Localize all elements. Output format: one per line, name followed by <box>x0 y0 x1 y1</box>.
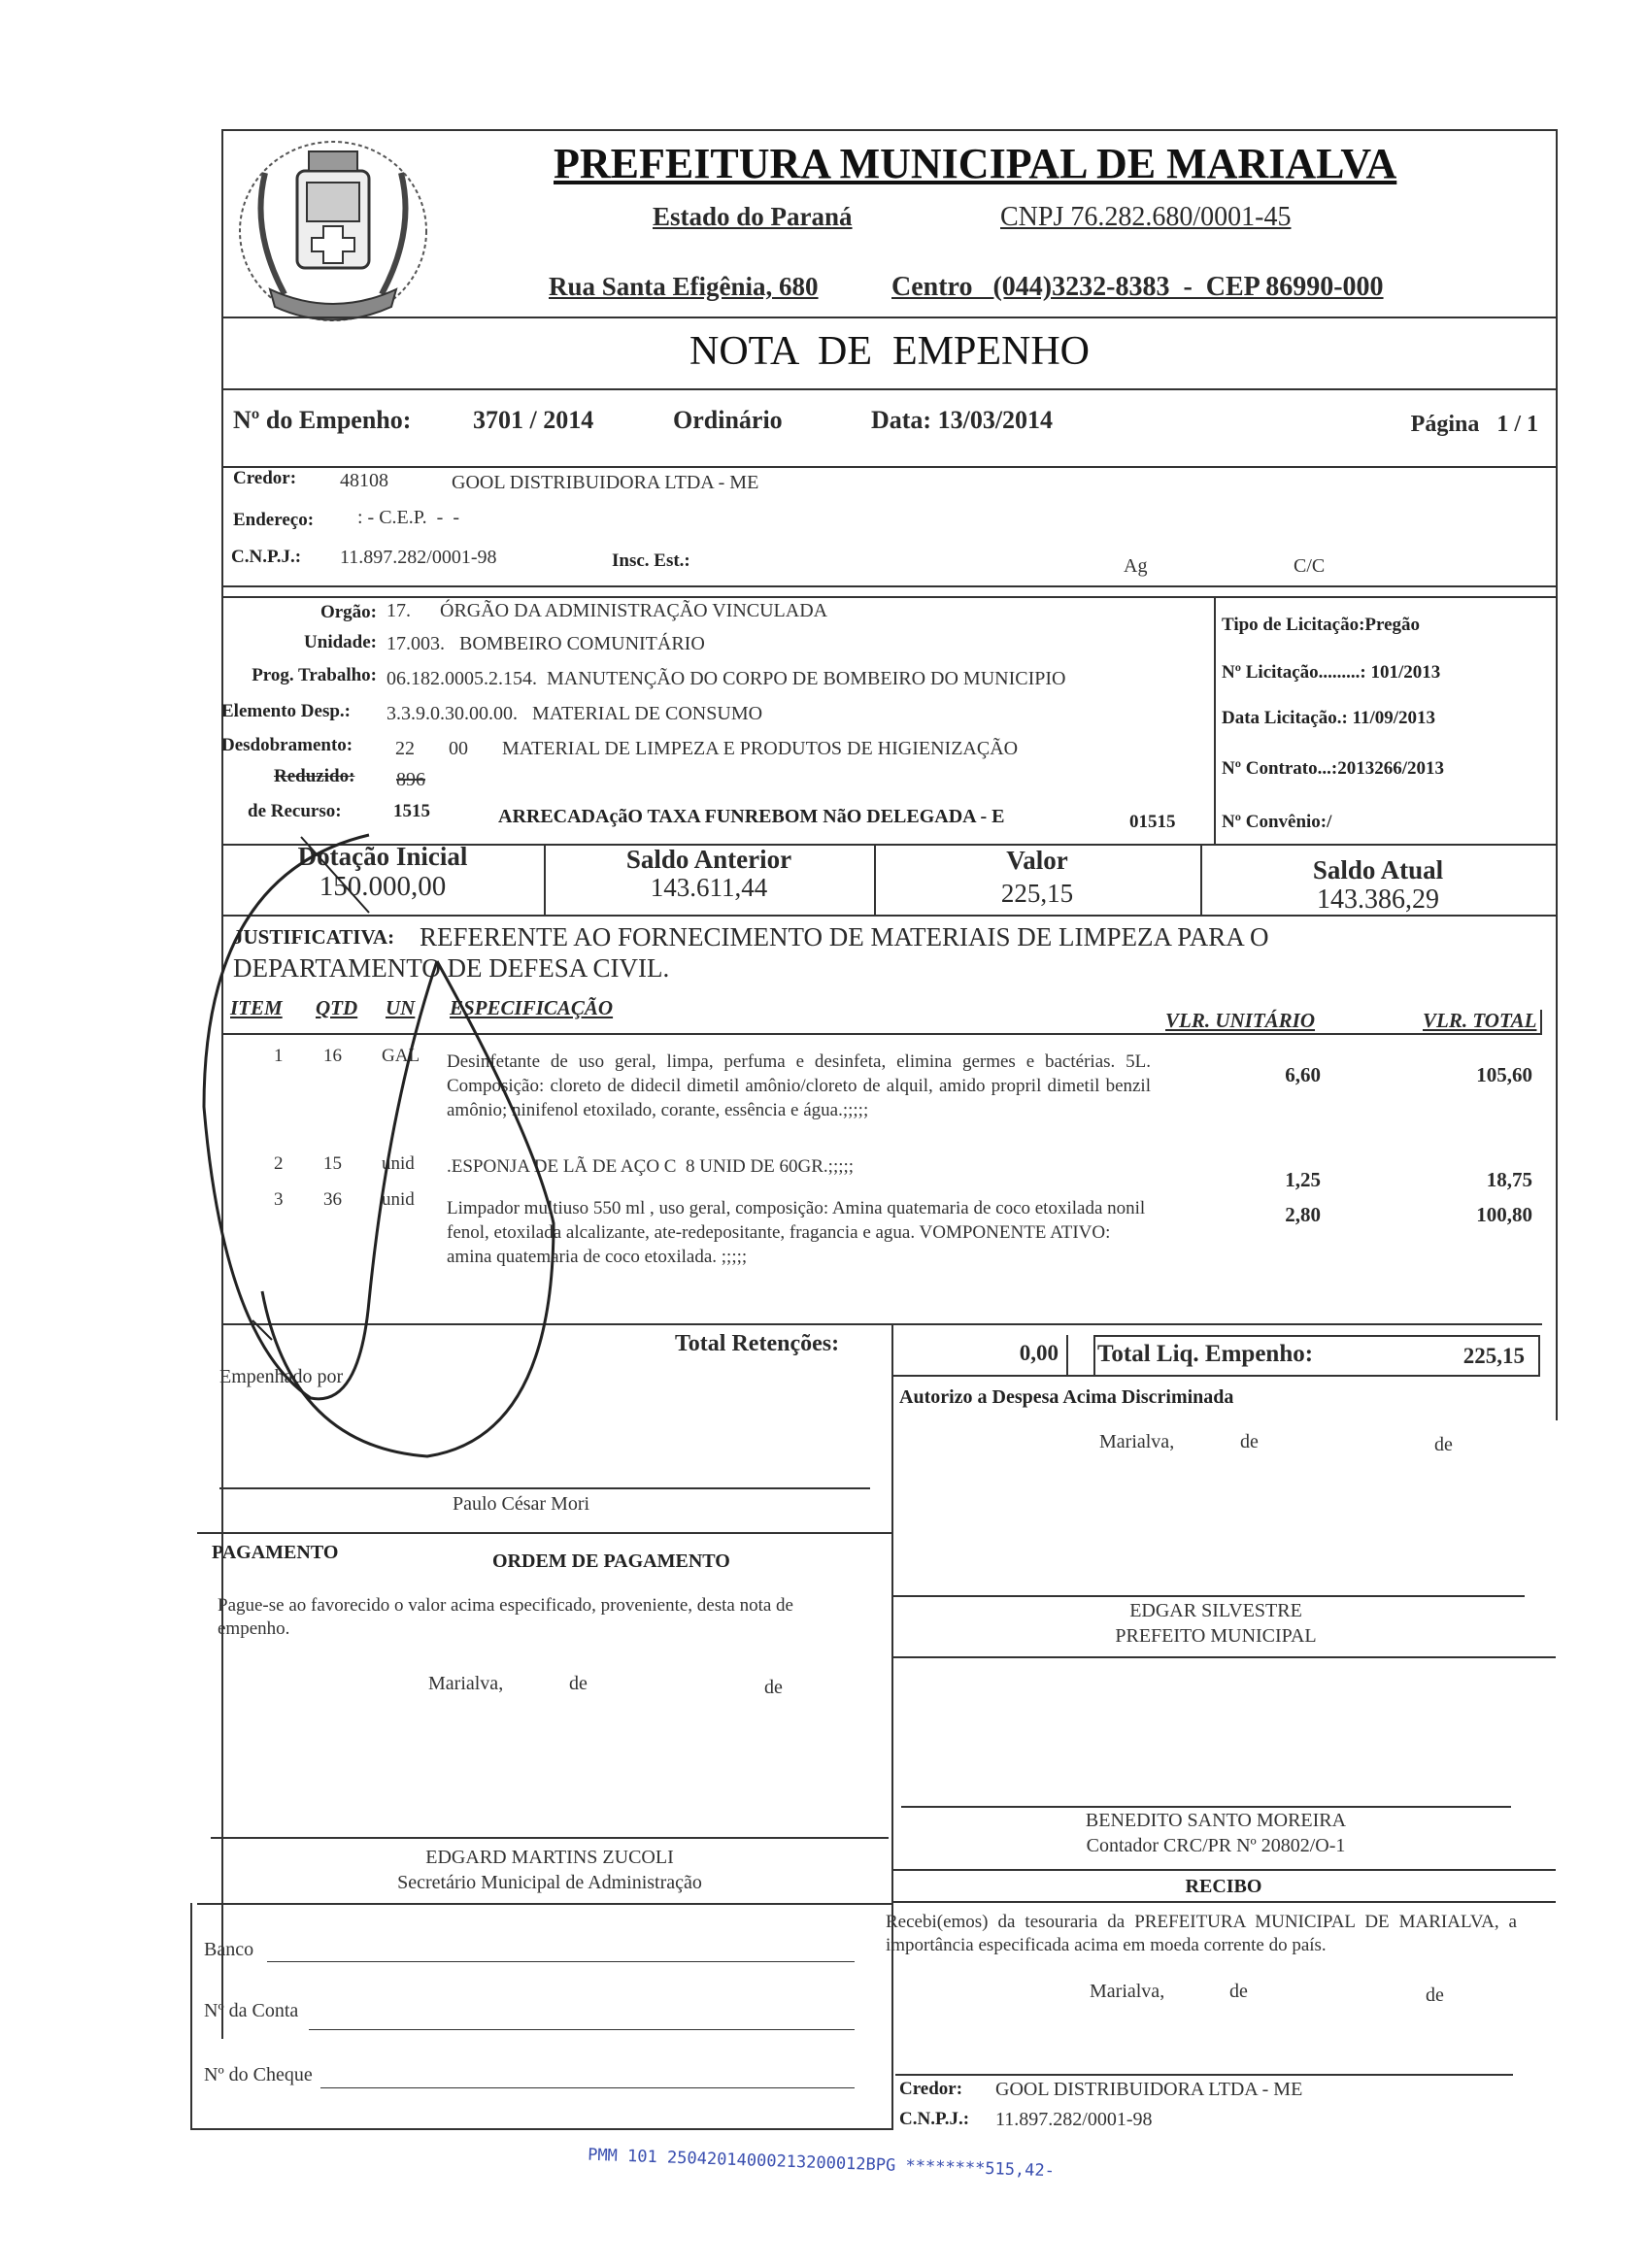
prog-trabalho-label: Prog. Trabalho: <box>252 665 377 685</box>
empenho-number: 3701 / 2014 <box>473 406 594 434</box>
endereco-label: Endereço: <box>233 510 315 530</box>
page-title: PREFEITURA MUNICIPAL DE MARIALVA <box>554 140 1397 187</box>
bank-stamp: PMM 101 25042014000213200012BPG ********515,42- <box>587 2145 1056 2182</box>
saldo-atual-value: 143.386,29 <box>1317 884 1439 915</box>
recibo-text: Recebi(emos) da tesouraria da PREFEITURA MUNICIPAL DE MARIALVA, a importância especificada acima em moeda corrente do país. <box>886 1912 1517 1955</box>
item-un: unid <box>382 1153 415 1174</box>
secretario-role: Secretário Municipal de Administração <box>397 1872 702 1893</box>
contador-role: Contador CRC/PR Nº 20802/O-1 <box>1086 1835 1346 1856</box>
dotacao-value: 150.000,00 <box>319 871 447 902</box>
saldo-anterior-value: 143.611,44 <box>650 873 768 902</box>
unidade-value: 17.003. BOMBEIRO COMUNITÁRIO <box>387 633 705 654</box>
pagamento-label: PAGAMENTO <box>212 1542 339 1563</box>
orgao-label: Orgão: <box>319 602 377 622</box>
item-un: unid <box>382 1189 415 1210</box>
item-description: .ESPONJA DE LÃ DE AÇO C 8 UNID DE 60GR.;;;;; <box>447 1156 855 1177</box>
col-vlr-total: VLR. TOTAL <box>1423 1009 1537 1032</box>
col-item: ITEM <box>230 996 283 1019</box>
autorizo-city: Marialva, <box>1099 1431 1175 1452</box>
recibo-credor-value: GOOL DISTRIBUIDORA LTDA - ME <box>995 2079 1303 2100</box>
secretario-name: EDGARD MARTINS ZUCOLI <box>425 1847 674 1868</box>
numero-convenio: Nº Convênio:/ <box>1222 812 1332 832</box>
pagamento-de1: de <box>569 1673 588 1694</box>
page-number: Página 1 / 1 <box>1410 412 1538 437</box>
total-liq-label: Total Liq. Empenho: <box>1097 1341 1314 1367</box>
credor-cnpj: 11.897.282/0001-98 <box>340 547 497 568</box>
retencoes-label: Total Retenções: <box>675 1331 840 1356</box>
pagamento-text: Pague-se ao favorecido o valor acima especificado, proveniente, desta nota de empenho. <box>218 1595 793 1639</box>
item-number: 3 <box>274 1189 284 1210</box>
desdobramento-label: Desdobramento: <box>221 735 353 755</box>
item-unit-price: 1,25 <box>1285 1168 1321 1191</box>
col-qtd: QTD <box>316 996 358 1019</box>
item-number: 1 <box>274 1046 284 1066</box>
street-label: Rua Santa Efigênia, 680 <box>549 272 819 301</box>
valor-value: 225,15 <box>1000 879 1074 908</box>
recibo-cnpj-label: C.N.P.J.: <box>899 2109 970 2129</box>
orgao-value: 17. ÓRGÃO DA ADMINISTRAÇÃO VINCULADA <box>387 600 828 621</box>
unidade-label: Unidade: <box>304 632 377 652</box>
credor-code: 48108 <box>340 470 388 491</box>
state-label: Estado do Paraná <box>653 202 853 231</box>
conta-label: Nº da Conta <box>204 2000 299 2021</box>
desdobramento-value: 22 00 MATERIAL DE LIMPEZA E PRODUTOS DE HIGIENIZAÇÃO <box>395 738 1019 759</box>
endereco-value: : - C.E.P. - - <box>357 507 459 528</box>
pagamento-city: Marialva, <box>428 1673 504 1694</box>
item-total: 105,60 <box>1476 1063 1532 1086</box>
ordem-pagamento-label: ORDEM DE PAGAMENTO <box>492 1551 730 1572</box>
prog-trabalho-value: 06.182.0005.2.154. MANUTENÇÃO DO CORPO DE BOMBEIRO DO MUNICIPIO <box>387 668 1066 689</box>
elemento-value: 3.3.9.0.30.00.00. MATERIAL DE CONSUMO <box>387 703 763 724</box>
justificativa-label: JUSTIFICATIVA: <box>233 925 395 949</box>
empenho-date: Data: 13/03/2014 <box>871 406 1054 434</box>
autorizo-label: Autorizo a Despesa Acima Discriminada <box>899 1386 1234 1408</box>
recurso-description: ARRECADAçãO TAXA FUNREBOM NãO DELEGADA - E <box>498 806 1005 827</box>
empenhado-por-name: Paulo César Mori <box>453 1493 590 1515</box>
recibo-cnpj-value: 11.897.282/0001-98 <box>995 2109 1153 2130</box>
item-total: 100,80 <box>1476 1203 1532 1226</box>
justificativa-line2: DEPARTAMENTO DE DEFESA CIVIL. <box>233 953 670 983</box>
recibo-de1: de <box>1229 1981 1248 2002</box>
empenho-number-label: Nº do Empenho: <box>233 406 412 434</box>
pagamento-de2: de <box>764 1677 783 1698</box>
item-description: Desinfetante de uso geral, limpa, perfuma e desinfeta, elimina germes e bactérias. 5L. Composição: cloreto de didecil dimetil amônio/cloreto de alquil, amido propril dimetil benzil amônio; ninifenol etoxilado, corante, essência e água.;;;;; <box>447 1051 1151 1120</box>
insc-est-label: Insc. Est.: <box>612 550 690 571</box>
contador-name: BENEDITO SANTO MOREIRA <box>1085 1810 1347 1831</box>
col-vlr-unitario: VLR. UNITÁRIO <box>1165 1009 1316 1032</box>
saldo-atual-label: Saldo Atual <box>1312 855 1444 884</box>
document-title: NOTA DE EMPENHO <box>689 329 1090 374</box>
total-liq-value: 225,15 <box>1462 1344 1525 1368</box>
credor-label: Credor: <box>233 468 297 488</box>
recurso-code: 1515 <box>393 801 430 821</box>
tipo-licitacao: Tipo de Licitação:Pregão <box>1222 615 1421 635</box>
item-description: Limpador multiuso 550 ml , uso geral, composição: Amina quatemaria de coco etoxilada nonil fenol, etoxilada alcalizante, ate-redepositante, fragancia e agua. VOMPONENTE ATIVO: amina quatemaria de coco etoxilada. ;;;;; <box>447 1198 1146 1267</box>
item-un: GAL <box>382 1046 420 1066</box>
credor-name: GOOL DISTRIBUIDORA LTDA - ME <box>452 472 759 493</box>
data-licitacao: Data Licitação.: 11/09/2013 <box>1222 708 1436 728</box>
elemento-label: Elemento Desp.: <box>221 701 351 721</box>
banco-label: Banco <box>204 1939 254 1960</box>
item-unit-price: 2,80 <box>1285 1203 1321 1226</box>
address-label: Centro (044)3232-8383 - CEP 86990-000 <box>891 272 1384 302</box>
item-qtd: 36 <box>323 1189 342 1210</box>
reduzido-label: Reduzido: <box>274 766 355 786</box>
valor-label: Valor <box>1006 846 1068 875</box>
recibo-credor-label: Credor: <box>899 2079 963 2099</box>
coat-of-arms-icon <box>231 134 435 328</box>
prefeito-role: PREFEITO MUNICIPAL <box>1115 1625 1317 1647</box>
recurso-number: 01515 <box>1129 812 1176 832</box>
recurso-label: de Recurso: <box>248 801 342 821</box>
credor-cnpj-label: C.N.P.J.: <box>231 547 302 567</box>
prefeito-name: EDGAR SILVESTRE <box>1129 1600 1302 1621</box>
recibo-de2: de <box>1426 1984 1444 2006</box>
autorizo-de1: de <box>1240 1431 1259 1452</box>
item-unit-price: 6,60 <box>1285 1063 1321 1086</box>
col-un: UN <box>386 996 416 1019</box>
col-especificacao: ESPECIFICAÇÃO <box>450 996 614 1019</box>
recibo-title: RECIBO <box>1185 1876 1262 1897</box>
item-number: 2 <box>274 1153 284 1174</box>
retencoes-value: 0,00 <box>1019 1341 1059 1365</box>
cc-label: C/C <box>1294 555 1326 577</box>
reduzido-value: 896 <box>396 769 425 790</box>
justificativa-line1: REFERENTE AO FORNECIMENTO DE MATERIAIS DE LIMPEZA PARA O <box>420 922 1269 951</box>
empenhado-por-label: Empenhado por <box>219 1366 344 1387</box>
cnpj-label: CNPJ 76.282.680/0001-45 <box>1000 202 1292 232</box>
ag-label: Ag <box>1124 555 1148 577</box>
saldo-anterior-label: Saldo Anterior <box>625 845 792 874</box>
item-qtd: 15 <box>323 1153 342 1174</box>
recibo-city: Marialva, <box>1090 1981 1165 2002</box>
cheque-label: Nº do Cheque <box>204 2064 313 2085</box>
item-total: 18,75 <box>1486 1168 1532 1191</box>
numero-licitacao: Nº Licitação.........: 101/2013 <box>1222 662 1441 683</box>
item-qtd: 16 <box>323 1046 342 1066</box>
numero-contrato: Nº Contrato...:2013266/2013 <box>1222 758 1444 779</box>
autorizo-de2: de <box>1434 1434 1453 1455</box>
empenho-type: Ordinário <box>673 406 783 434</box>
dotacao-label: Dotação Inicial <box>297 842 468 871</box>
